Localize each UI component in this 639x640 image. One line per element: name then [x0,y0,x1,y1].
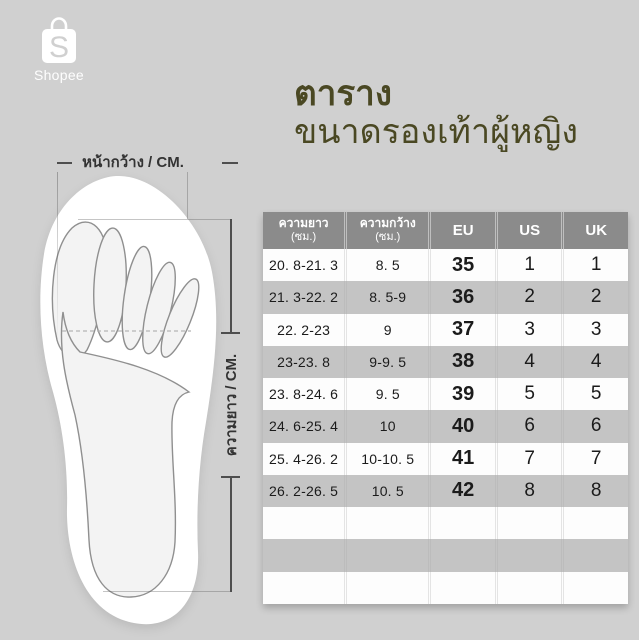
cell-us: 6 [495,410,562,442]
cell-width: 9-9. 5 [344,346,428,378]
cell-eu: 38 [428,346,495,378]
cell-width: 10 [344,410,428,442]
table-row [263,346,628,378]
cell-length: 22. 2-23 [277,321,331,338]
title-line-2: ขนาดรองเท้าผู้หญิง [294,113,578,152]
col-header-width: ความกว้าง (ซม.) [344,212,428,249]
width-extension-line-left [57,172,58,344]
cell-us: 5 [495,378,562,410]
length-extension-line-top [78,219,231,220]
cell-us: 7 [495,443,562,475]
table-row-empty [263,572,628,604]
cell-length: 23. 8-24. 6 [269,386,339,403]
width-dimension-dash-left [57,162,72,164]
cell-us: 3 [495,314,562,346]
cell-width: 8. 5 [344,249,428,281]
cell-length: 23-23. 8 [277,353,331,370]
table-row-empty [263,539,628,571]
cell-length: 25. 4-26. 2 [269,450,339,467]
foot-diagram-illustration [0,0,260,640]
cell-uk: 4 [561,346,628,378]
page-title [294,74,578,151]
title-line-1: ตาราง [294,74,392,113]
width-extension-line-right [187,172,188,219]
table-row [263,314,628,346]
cell-eu: 39 [428,378,495,410]
cell-uk: 1 [561,249,628,281]
col-header-length: ความยาว (ซม.) [278,216,329,244]
cell-length: 20. 8-21. 3 [269,257,339,274]
cell-length: 24. 6-25. 4 [269,418,339,435]
table-row [263,410,628,442]
cell-us: 8 [495,475,562,507]
width-dimension-label: หน้ากว้าง / CM. [82,154,184,171]
cell-us: 1 [495,249,562,281]
table-header-row [263,212,628,249]
cell-width: 9 [344,314,428,346]
table-row [263,475,628,507]
table-row [263,281,628,313]
cell-uk: 7 [561,443,628,475]
cell-eu: 41 [428,443,495,475]
cell-width: 10-10. 5 [344,443,428,475]
col-header-us: US [495,212,562,249]
table-row [263,443,628,475]
cell-width: 9. 5 [344,378,428,410]
cell-eu: 37 [428,314,495,346]
col-header-eu: EU [428,212,495,249]
cell-width: 8. 5-9 [344,281,428,313]
table-row [263,249,628,281]
svg-text:S: S [48,31,70,64]
cell-length: 21. 3-22. 2 [269,289,339,306]
cell-eu: 35 [428,249,495,281]
length-dimension-line-upper [230,219,232,332]
size-chart-table [263,212,628,604]
length-dimension-line-lower [230,478,232,592]
cell-eu: 42 [428,475,495,507]
cell-eu: 40 [428,410,495,442]
cell-uk: 2 [561,281,628,313]
col-header-uk: UK [561,212,628,249]
cell-uk: 8 [561,475,628,507]
cell-eu: 36 [428,281,495,313]
cell-us: 2 [495,281,562,313]
table-row [263,378,628,410]
length-extension-line-bottom [103,591,231,592]
width-dimension-dash-right [222,162,238,164]
length-dimension-tick-upper [221,332,240,334]
cell-length: 26. 2-26. 5 [269,482,339,499]
table-row-empty [263,507,628,539]
cell-uk: 5 [561,378,628,410]
cell-us: 4 [495,346,562,378]
cell-uk: 6 [561,410,628,442]
cell-uk: 3 [561,314,628,346]
length-dimension-label: ความยาว / CM. [223,353,240,457]
cell-width: 10. 5 [344,475,428,507]
brand-name: Shopee [33,67,85,83]
